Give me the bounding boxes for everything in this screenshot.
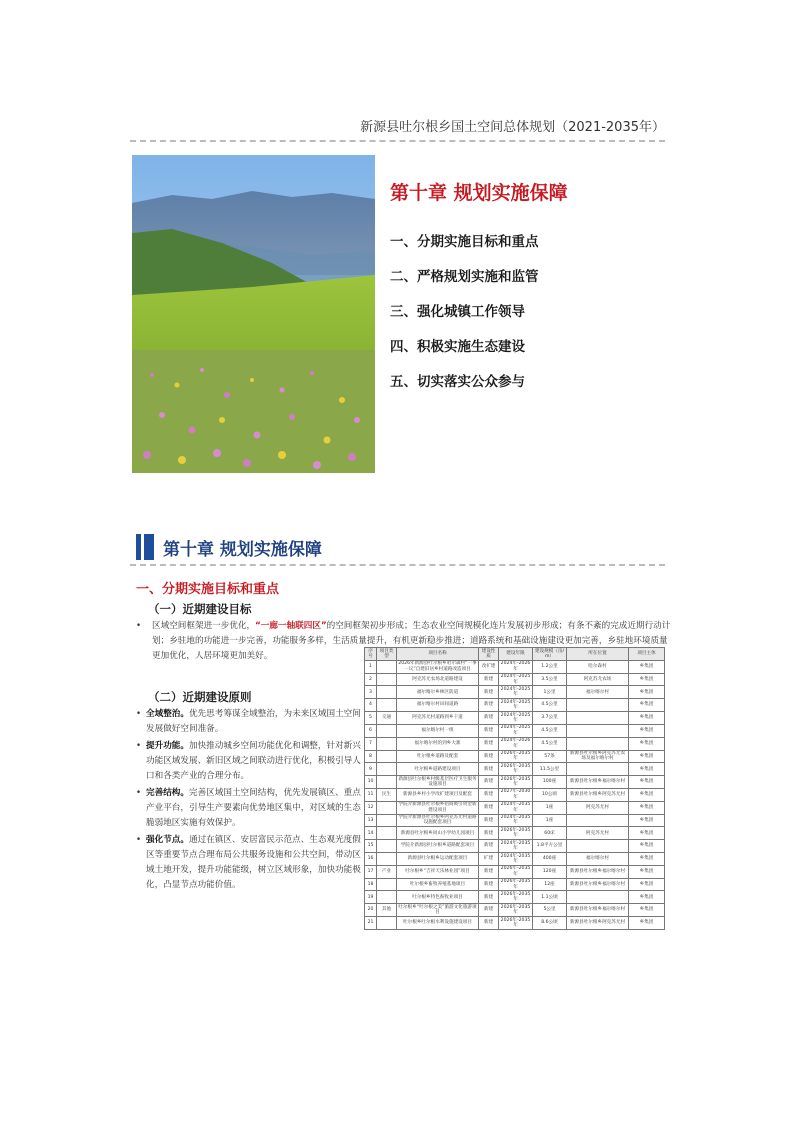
table-cell: 哈尔森村 (567, 660, 629, 673)
table-row (365, 737, 665, 750)
table-row (365, 660, 665, 673)
table-cell: 新建 (479, 712, 499, 725)
table-cell: 2024年-2025年 (499, 712, 533, 725)
table-cell: 乡集团 (629, 763, 665, 776)
table-cell: 民生 (377, 788, 397, 801)
table-cell: 乡集团 (629, 904, 665, 917)
table-cell: 2024年-2026年 (499, 660, 533, 673)
table-cell: 9 (365, 763, 377, 776)
heading-phase-goals: 一、分期实施目标和重点 (136, 582, 280, 597)
table-cell: 新源县吐尔根乡阿克苏尤村 (567, 788, 629, 801)
table-cell: 120座 (533, 865, 567, 878)
table-cell (377, 827, 397, 840)
table-cell: 1公里 (533, 686, 567, 699)
table-cell (377, 673, 397, 686)
table-cell: 产业 (377, 865, 397, 878)
table-cell: 2026年-2035年 (499, 865, 533, 878)
table-cell: 17 (365, 865, 377, 878)
table-cell: 新建 (479, 788, 499, 801)
table-cell: 2026年-2035年 (499, 827, 533, 840)
table-header-cell: 建设年限 (499, 648, 533, 661)
table-cell: 乡集团 (629, 827, 665, 840)
table-cell: 乡集团 (629, 724, 665, 737)
table-cell: 新建 (479, 750, 499, 763)
table-cell: 乡集团 (629, 699, 665, 712)
table-cell (567, 699, 629, 712)
document-header-title: 新源县吐尔根乡国土空间总体规划（2021-2035年） (360, 120, 665, 135)
table-row (365, 686, 665, 699)
table-cell: 新建 (479, 827, 499, 840)
table-cell: 阿克苏尤农场 (567, 673, 629, 686)
table-cell: 2024年-2025年 (499, 673, 533, 686)
table-cell: 福尔喀尔村 (567, 686, 629, 699)
table-cell: 新建 (479, 737, 499, 750)
table-cell: 新源县吐尔根乡福尔喀尔村 (567, 776, 629, 789)
table-cell: 新建 (479, 814, 499, 827)
table-cell: 新源县吐尔根乡运动配套项目 (397, 853, 479, 866)
table-cell (377, 853, 397, 866)
table-cell: 60床 (533, 827, 567, 840)
toc-item: 四、积极实施生态建设 (390, 339, 525, 355)
table-cell: 福尔喀尔村 (567, 853, 629, 866)
table-cell: 19 (365, 891, 377, 904)
table-cell: 新建 (479, 904, 499, 917)
table-row (365, 788, 665, 801)
table-cell: 新源县吐尔根乡阿克苏尤农场及福尔喀尔村 (567, 750, 629, 763)
table-cell (377, 891, 397, 904)
table-cell: 吐尔根乡吐尔根水利设施建设项目 (397, 917, 479, 930)
table-row (365, 750, 665, 763)
table-cell (377, 776, 397, 789)
table-cell (567, 763, 629, 776)
table-row (365, 865, 665, 878)
table-cell: 吐尔根乡道路建设项目 (397, 763, 479, 776)
table-cell: 5公里 (533, 904, 567, 917)
table-cell: 阿克苏尤村 (567, 801, 629, 814)
table-row (365, 699, 665, 712)
table-cell: 2026年-2035年 (499, 763, 533, 776)
table-cell: 吐尔根乡特色畜牧业项目 (397, 891, 479, 904)
table-row (365, 763, 665, 776)
table-cell: 乡集团 (629, 814, 665, 827)
chapter-title: 第十章 规划实施保障 (390, 182, 568, 204)
table-cell: 乡集团 (629, 686, 665, 699)
bullet: • (136, 621, 142, 631)
heading-near-term-principles: （二）近期建设原则 (148, 690, 252, 704)
table-cell (377, 878, 397, 891)
table-cell: 2027年-2030年 (499, 788, 533, 801)
table-cell: 新建 (479, 724, 499, 737)
table-cell: 乡集团 (629, 801, 665, 814)
table-cell: 2026年-2035年 (499, 891, 533, 904)
toc-item: 五、切实落实公众参与 (390, 374, 525, 390)
table-cell: 乡集团 (629, 840, 665, 853)
table-cell: 12座 (533, 878, 567, 891)
near-term-goals-text: • 区域空间框架进一步优化，“一廊一轴联四区”的空间框架初步形成；生态农业空间规模化连片发展初步形成；有条不紊的完成近期行动计划；乡驻地的功能进一步完善，功能服务多样，生活质量提升，有机更新稳步推进；道路系统和基础设施建设更加完善，乡驻地环境质量更加优化，人居环境更加美好。 (136, 621, 671, 661)
table-cell: 新源县乡村小学改扩建项目及配套 (397, 788, 479, 801)
table-cell: 新源县吐尔根乡福尔喀尔村 (567, 904, 629, 917)
section-marker (136, 534, 141, 560)
table-cell: 10 (365, 776, 377, 789)
principle-item: • 提升功能。加快推动城乡空间功能优化和调整，针对新兴功能区域发展、新旧区域之间联动进行优化，积极引导人口和各类产业的合理分布。 (136, 741, 361, 781)
table-row (365, 878, 665, 891)
table-cell: 1 (365, 660, 377, 673)
table-cell: 阿克苏尤农场北道路建设 (397, 673, 479, 686)
table-cell: 2026年-2035年 (499, 750, 533, 763)
table-cell: 新建 (479, 891, 499, 904)
table-cell: 阿克苏尤村 (567, 827, 629, 840)
table-cell: 4 (365, 699, 377, 712)
table-cell (377, 917, 397, 930)
table-cell: 吐尔根乡畜牧养殖基地项目 (397, 878, 479, 891)
table-cell (377, 840, 397, 853)
table-row (365, 891, 665, 904)
table-cell: 18 (365, 878, 377, 891)
table-cell: 改扩建 (479, 660, 499, 673)
table-cell: 新建 (479, 865, 499, 878)
table-cell: 100座 (533, 776, 567, 789)
table-cell (567, 814, 629, 827)
toc-item: 三、强化城镇工作领导 (390, 304, 525, 320)
table-cell: 7 (365, 737, 377, 750)
table-cell: 福尔喀尔村的到乡大寨 (397, 737, 479, 750)
table-header-cell: 建设规模（亩/m） (533, 648, 567, 661)
table-cell (567, 891, 629, 904)
table-cell: 8 (365, 750, 377, 763)
table-cell (377, 763, 397, 776)
table-cell: 新建 (479, 686, 499, 699)
table-cell: 乡集团 (629, 660, 665, 673)
table-cell: 10公顷 (533, 788, 567, 801)
table-row (365, 712, 665, 725)
table-row (365, 827, 665, 840)
project-table (364, 647, 665, 930)
table-header-cell: 项目名称 (397, 648, 479, 661)
table-cell: 2024年-2035年 (499, 840, 533, 853)
table-cell: 15 (365, 840, 377, 853)
table-cell: 新源县吐尔根乡同山小学幼儿园项目 (397, 827, 479, 840)
table-cell: 5 (365, 712, 377, 725)
table-cell: 扩建 (479, 853, 499, 866)
heading-near-term-goals: （一）近期建设目标 (148, 602, 252, 616)
principle-item: • 完善结构。完善区域国土空间结构，优先发展镇区、重点产业平台，引导生产要素向优势地区集中，对区域的生态脆弱地区实施有效保护。 (136, 788, 361, 828)
table-cell: 400座 (533, 853, 567, 866)
table-cell: 3 (365, 686, 377, 699)
table-cell: 新建 (479, 776, 499, 789)
table-cell: 3.5公里 (533, 673, 567, 686)
table-cell: 14 (365, 827, 377, 840)
table-cell: 新建 (479, 878, 499, 891)
table-cell: 乡集团 (629, 673, 665, 686)
table-row (365, 917, 665, 930)
table-cell: 福尔喀尔乡林区防道 (397, 686, 479, 699)
table-cell: 13 (365, 814, 377, 827)
table-cell: 2 (365, 673, 377, 686)
table-cell: 乡集团 (629, 776, 665, 789)
table-cell: 新建 (479, 763, 499, 776)
table-row (365, 840, 665, 853)
table-cell: 2026年-2035年 (499, 904, 533, 917)
table-cell: 2024年-2035年 (499, 853, 533, 866)
table-cell: 吐尔根乡“吐尔根之美”旅游文化旅游项目 (398, 904, 477, 916)
table-cell: 6 (365, 724, 377, 737)
table-cell: 1.2公里 (533, 660, 567, 673)
table-cell: 2026年新源县吐尔根乡哈尔森村“一事一议”自建旧居乡村道路改造项目 (398, 661, 477, 672)
table-cell: 乡集团 (629, 788, 665, 801)
table-cell: 1座 (533, 814, 567, 827)
table-cell: 2024年-2025年 (499, 724, 533, 737)
table-row (365, 776, 665, 789)
table-cell: 学院介新源县吐尔根乡道路配套项目 (397, 840, 479, 853)
table-cell: 2024年-2035年 (499, 814, 533, 827)
table-header-cell: 序号 (365, 648, 377, 661)
toc-item: 一、分期实施目标和重点 (390, 234, 539, 250)
table-cell (377, 699, 397, 712)
table-cell (377, 737, 397, 750)
table-cell: 学院介新源县吐尔根乡阿克苏尤村道路设施配套项目 (398, 815, 477, 826)
table-row (365, 724, 665, 737)
chapter-toc (390, 232, 539, 407)
table-cell: 11 (365, 788, 377, 801)
table-header-cell: 建设性质 (479, 648, 499, 661)
table-cell: 2026年-2035年 (499, 917, 533, 930)
table-cell: 1座 (533, 801, 567, 814)
table-cell: 乡集团 (629, 853, 665, 866)
principle-item: • 强化节点。通过在镇区、安居富民示范点、生态观光度假区等重要节点合理布局公共服务设施和公共空间，带动区域土地开发，提升功能能级，树立区域形象，加快功能极化，凸显节点功能价值。 (136, 835, 361, 890)
table-cell: 57条 (533, 750, 567, 763)
header-divider (130, 140, 665, 142)
table-cell: 乡集团 (629, 917, 665, 930)
section-divider (130, 564, 665, 566)
table-header-cell: 所在位置 (567, 648, 629, 661)
table-cell: 1.1公顷 (533, 891, 567, 904)
table-cell: 2024年-2035年 (499, 801, 533, 814)
table-cell (377, 686, 397, 699)
table-cell: 乡集团 (629, 712, 665, 725)
table-row (365, 853, 665, 866)
table-cell: 乡集团 (629, 737, 665, 750)
principle-item: • 全域整治。优先思考筹谋全域整治，为未来区域国土空间发展做好空间准备。 (136, 709, 361, 734)
table-cell: 4.5公里 (533, 699, 567, 712)
table-cell: 2024年-2026年 (499, 737, 533, 750)
highlight-text: “一廊一轴联四区” (255, 621, 327, 631)
table-cell: 新建 (479, 673, 499, 686)
table-header-row (365, 648, 665, 661)
table-cell: 20 (365, 904, 377, 917)
table-cell: 福尔喀尔村一组 (397, 724, 479, 737)
table-cell: 2024年-2025年 (499, 686, 533, 699)
section-marker (144, 534, 154, 560)
table-cell: 新源县吐尔根乡福尔喀尔村 (567, 878, 629, 891)
table-cell: 1.8平方公里 (533, 840, 567, 853)
table-cell: 福尔喀尔村田间道路 (397, 699, 479, 712)
table-cell: 乡集团 (629, 878, 665, 891)
table-cell: 8.6公顷 (533, 917, 567, 930)
toc-item: 二、严格规划实施和监管 (390, 269, 539, 285)
table-cell (377, 724, 397, 737)
table-cell: 其他 (377, 904, 397, 917)
table-cell: 新建 (479, 917, 499, 930)
table-cell: 新建 (479, 840, 499, 853)
table-cell (567, 737, 629, 750)
table-cell: 乡集团 (629, 891, 665, 904)
table-cell: 吐尔根乡道路及配套 (397, 750, 479, 763)
table-cell: 4.5公里 (533, 724, 567, 737)
table-cell: 新建 (479, 699, 499, 712)
table-cell: 交通 (377, 712, 397, 725)
table-row (365, 814, 665, 827)
table-cell: 新建 (479, 801, 499, 814)
table-cell (377, 814, 397, 827)
table-cell: 新源县吐尔根乡阿克苏尤村 (567, 917, 629, 930)
table-cell: 2026年-2035年 (499, 776, 533, 789)
table-cell: 4.5公里 (533, 737, 567, 750)
table-cell (567, 712, 629, 725)
table-row (365, 673, 665, 686)
section-title: 第十章 规划实施保障 (163, 540, 322, 560)
table-cell: 21 (365, 917, 377, 930)
table-header-cell: 项目类型 (377, 648, 397, 661)
table-cell: 12 (365, 801, 377, 814)
table-row (365, 904, 665, 917)
table-cell (567, 840, 629, 853)
table-cell: 学院介新源县吐尔根乡招商吸引资金新建设项目 (398, 802, 477, 813)
table-cell: 乡集团 (629, 865, 665, 878)
grassland-photo (132, 155, 375, 473)
table-row (365, 801, 665, 814)
table-cell: 16 (365, 853, 377, 866)
table-header-cell: 项目主体 (629, 648, 665, 661)
table-cell: 吐尔根乡“吉祥天乐林业园”项目 (397, 865, 479, 878)
table-cell: 11.5公里 (533, 763, 567, 776)
table-cell: 阿克苏尤村道路到乡干道 (397, 712, 479, 725)
table-cell: 2026年-2035年 (499, 878, 533, 891)
table-cell (567, 724, 629, 737)
table-cell: 新源县吐尔根乡村级基层医疗卫生服务设施项目 (398, 776, 477, 788)
table-cell: 乡集团 (629, 750, 665, 763)
table-cell (377, 660, 397, 673)
table-cell (377, 750, 397, 763)
table-cell (377, 801, 397, 814)
table-cell: 新源县吐尔根乡福尔喀尔村 (567, 865, 629, 878)
table-cell: 2024年-2025年 (499, 699, 533, 712)
table-cell: 3.7公里 (533, 712, 567, 725)
